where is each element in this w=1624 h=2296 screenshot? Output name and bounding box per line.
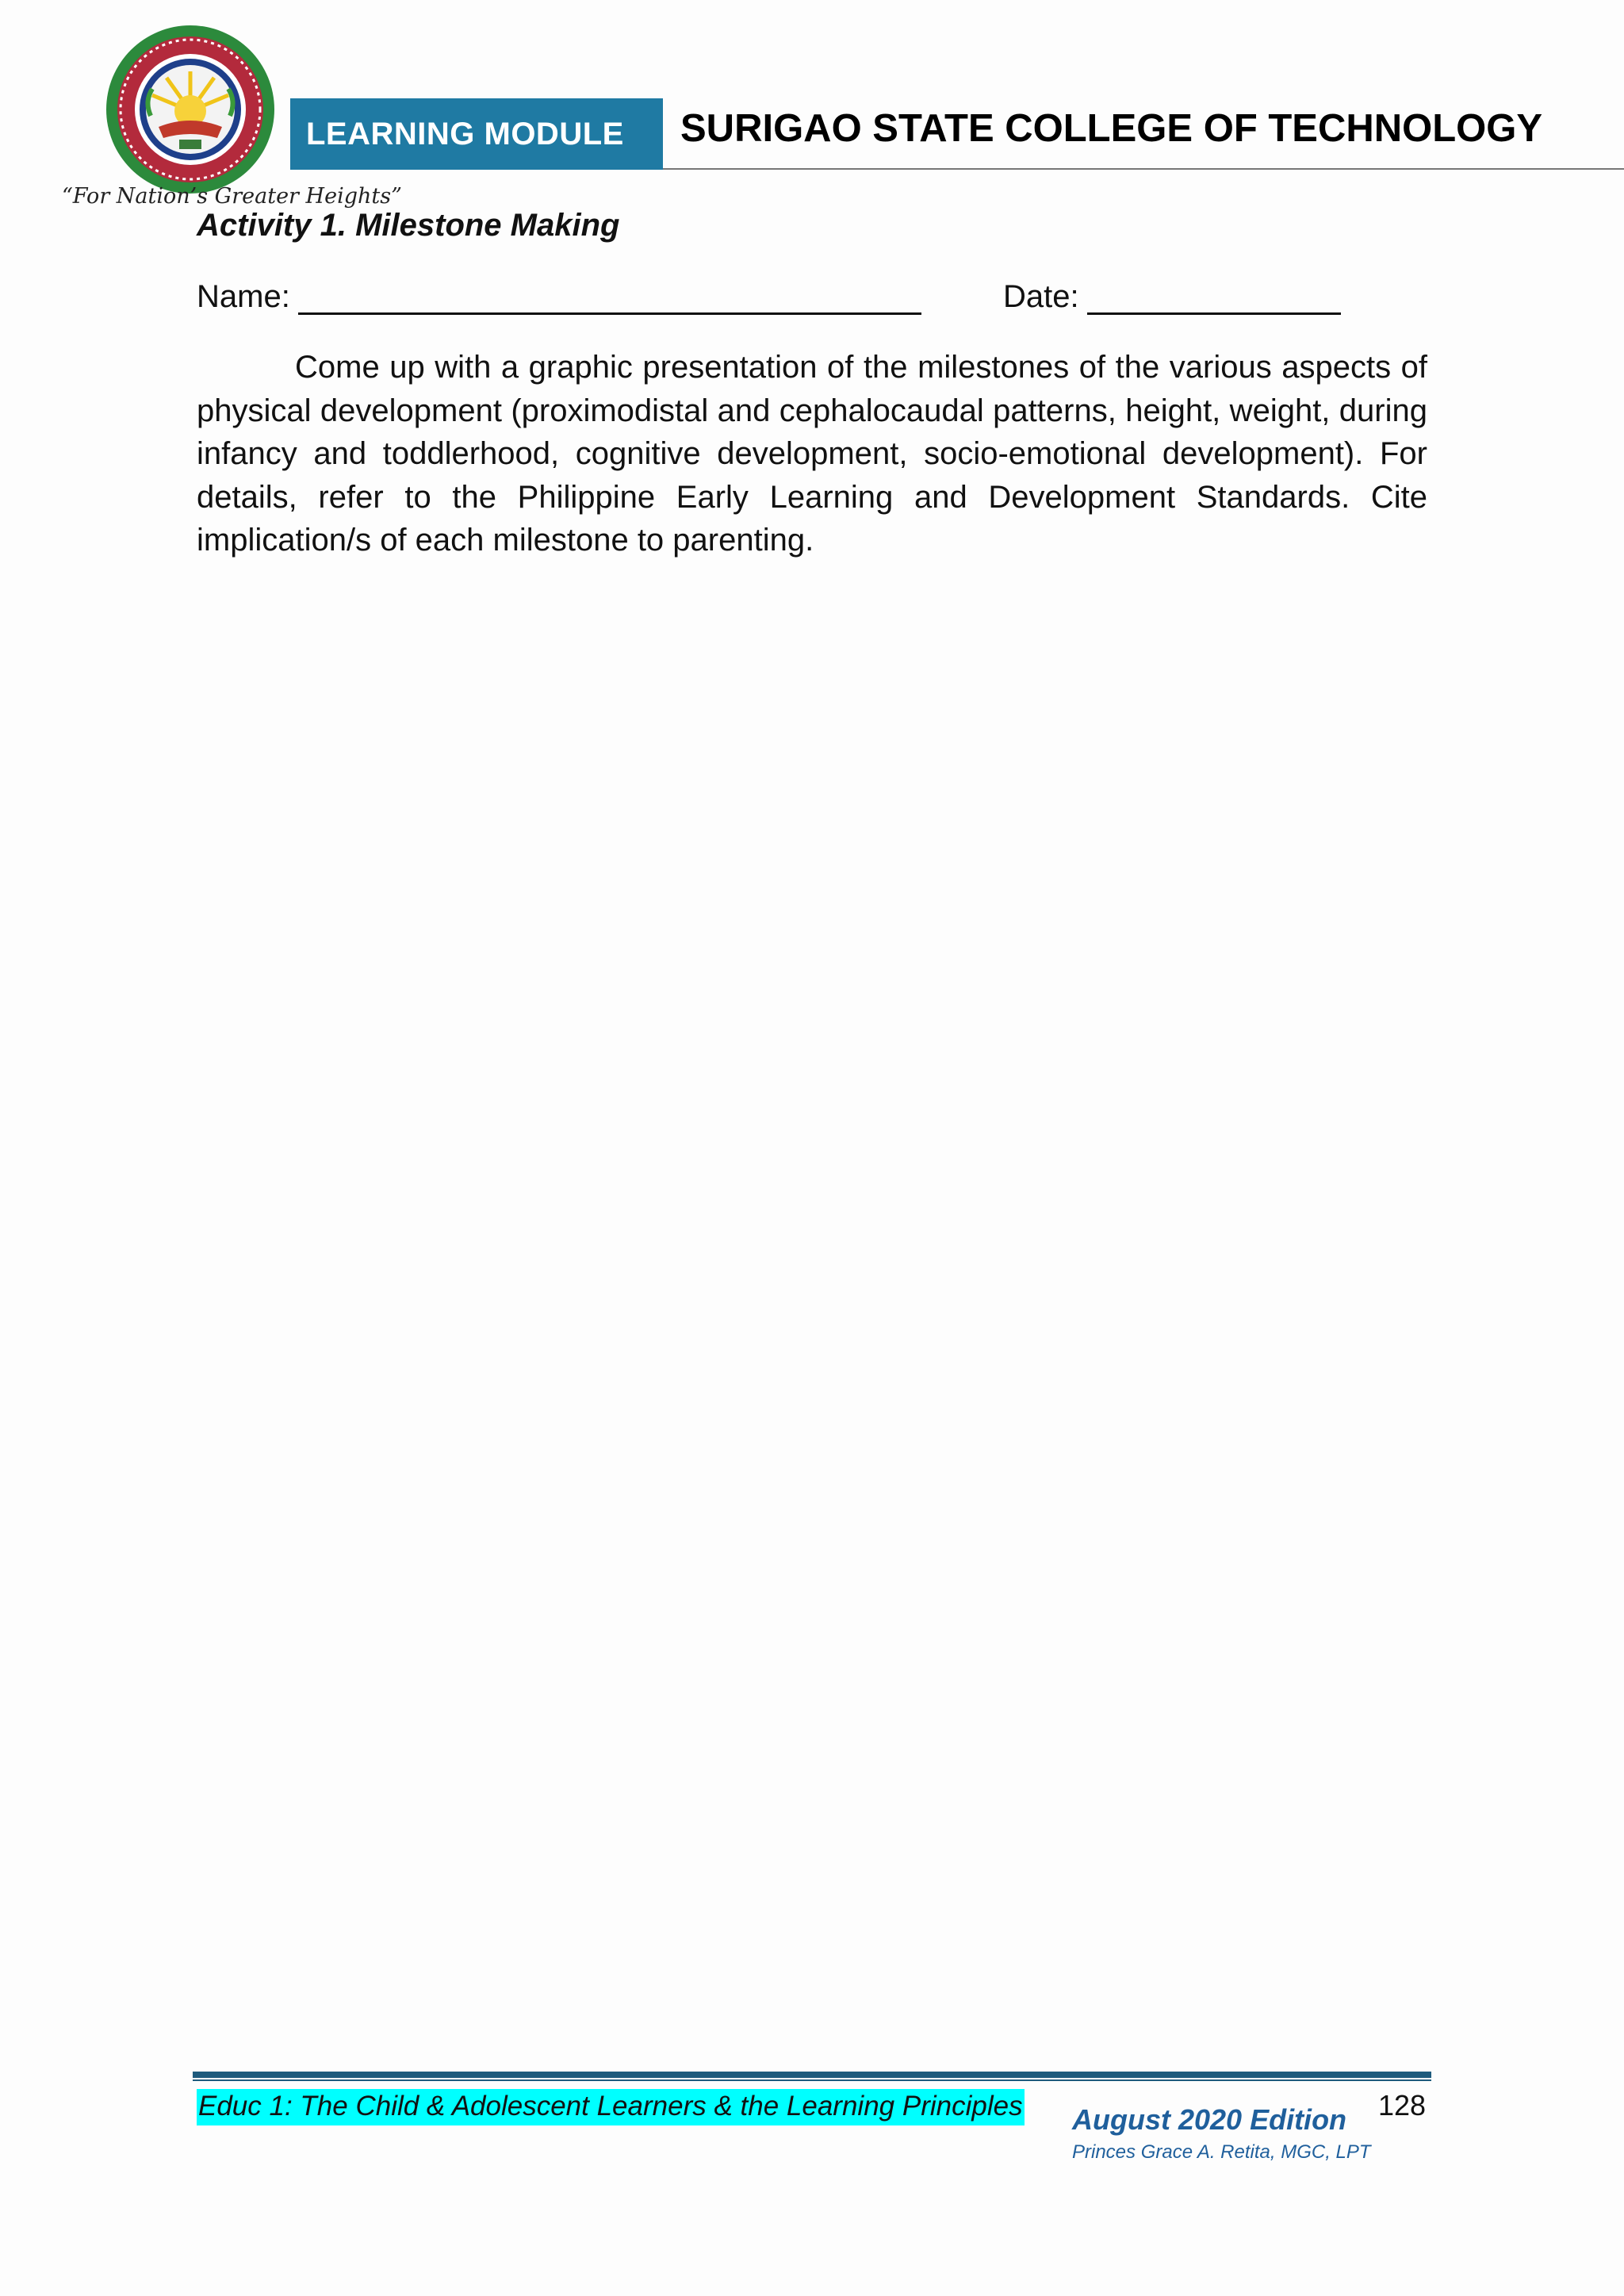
footer-divider-thin — [193, 2079, 1431, 2081]
date-label: Date: — [1003, 279, 1079, 314]
footer-divider — [193, 2072, 1431, 2078]
name-blank-line — [298, 276, 921, 315]
course-title: Educ 1: The Child & Adolescent Learners & the Learning Principles — [197, 2089, 1025, 2125]
college-motto: “For Nation’s Greater Heights” — [62, 184, 402, 209]
author-name: Princes Grace A. Retita, MGC, LPT — [1072, 2141, 1371, 2163]
college-seal-logo — [103, 22, 278, 197]
college-name: SURIGAO STATE COLLEGE OF TECHNOLOGY — [680, 107, 1543, 150]
name-label: Name: — [197, 279, 290, 314]
edition-label: August 2020 Edition — [1072, 2103, 1347, 2136]
activity-title: Activity 1. Milestone Making — [197, 208, 620, 243]
learning-module-label: LEARNING MODULE — [290, 98, 663, 170]
header-divider — [663, 168, 1624, 170]
name-field — [197, 276, 921, 315]
activity-instructions: Come up with a graphic presentation of the milestones of the various aspects of physical development (proximodistal and cephalocaudal patterns, height, weight, during infancy and toddlerhood, cognitive development, socio-emotional development). For details, refer to the Philippine Early Learning and Development Standards. Cite implication/s of each milestone to parenting. — [197, 350, 1427, 558]
date-field — [1003, 276, 1341, 315]
date-blank-line — [1087, 276, 1341, 315]
page-number: 128 — [1378, 2089, 1427, 2122]
